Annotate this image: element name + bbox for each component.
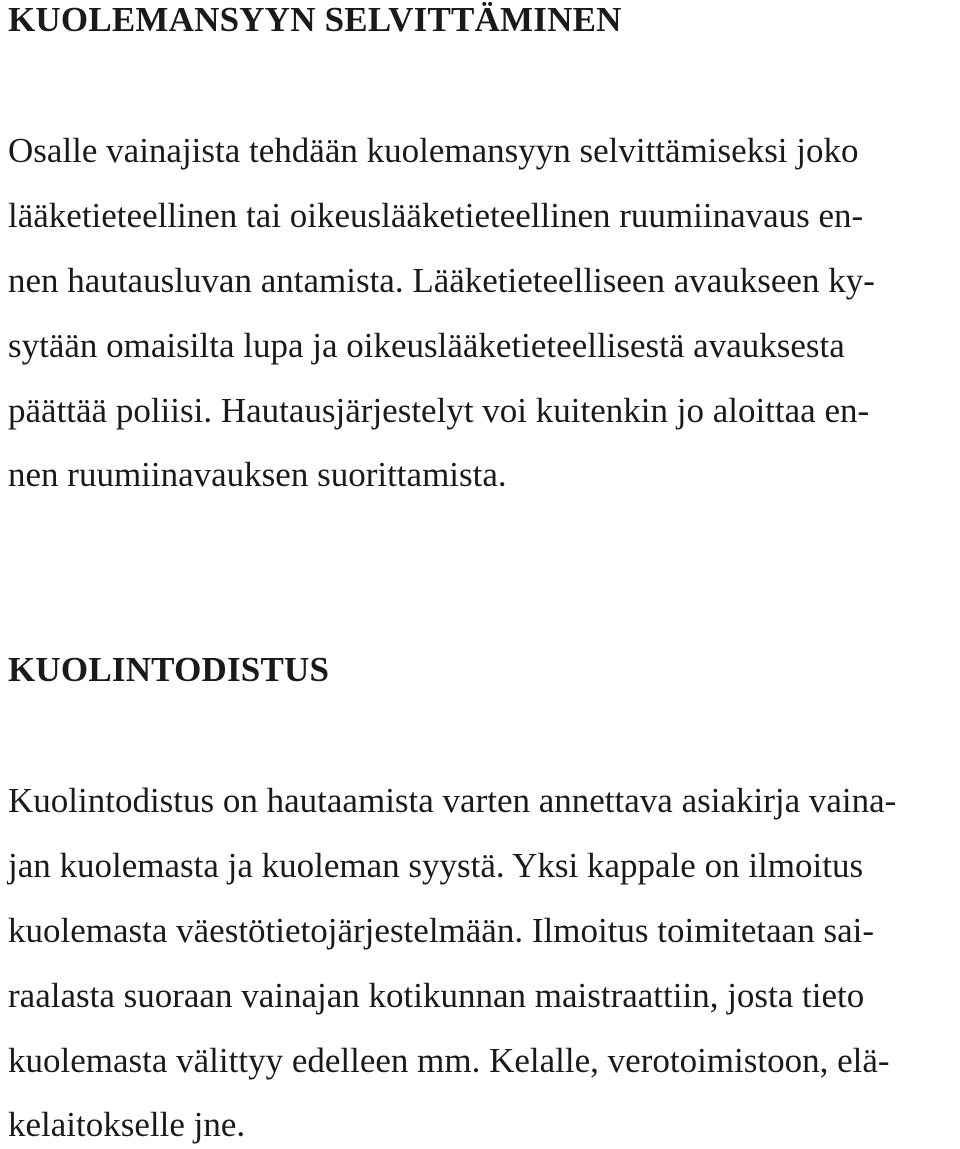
- paragraph-line: kelaitokselle jne.: [8, 1105, 246, 1144]
- paragraph-line: nen ruumiinavauksen suorittamista.: [8, 455, 507, 494]
- paragraph-line: sytään omaisilta lupa ja oikeuslääketieteellisestä avauksesta: [8, 326, 845, 365]
- paragraph-line: raalasta suoraan vainajan kotikunnan maistraattiin, josta tieto: [8, 976, 865, 1015]
- paragraph-line: lääketieteellinen tai oikeuslääketieteellinen ruumiinavaus en-: [8, 196, 864, 235]
- paragraph-line: kuolemasta välittyy edelleen mm. Kelalle, verotoimistoon, elä-: [8, 1041, 890, 1080]
- paragraph-line: päättää poliisi. Hautausjärjestelyt voi kuitenkin jo aloittaa en-: [8, 391, 870, 430]
- paragraph-line: nen hautausluvan antamista. Lääketieteelliseen avaukseen ky-: [8, 261, 875, 300]
- section-heading-kuolemansyyn-selvittaminen: KUOLEMANSYYN SELVITTÄMINEN: [8, 0, 622, 39]
- paragraph-line: kuolemasta väestötietojärjestelmään. Ilmoitus toimitetaan sai-: [8, 911, 874, 950]
- section-heading-kuolintodistus: KUOLINTODISTUS: [8, 650, 330, 689]
- paragraph-line: jan kuolemasta ja kuoleman syystä. Yksi kappale on ilmoitus: [8, 846, 864, 885]
- paragraph-line: Kuolintodistus on hautaamista varten annettava asiakirja vaina-: [8, 781, 897, 820]
- paragraph-line: Osalle vainajista tehdään kuolemansyyn selvittämiseksi joko: [8, 131, 859, 170]
